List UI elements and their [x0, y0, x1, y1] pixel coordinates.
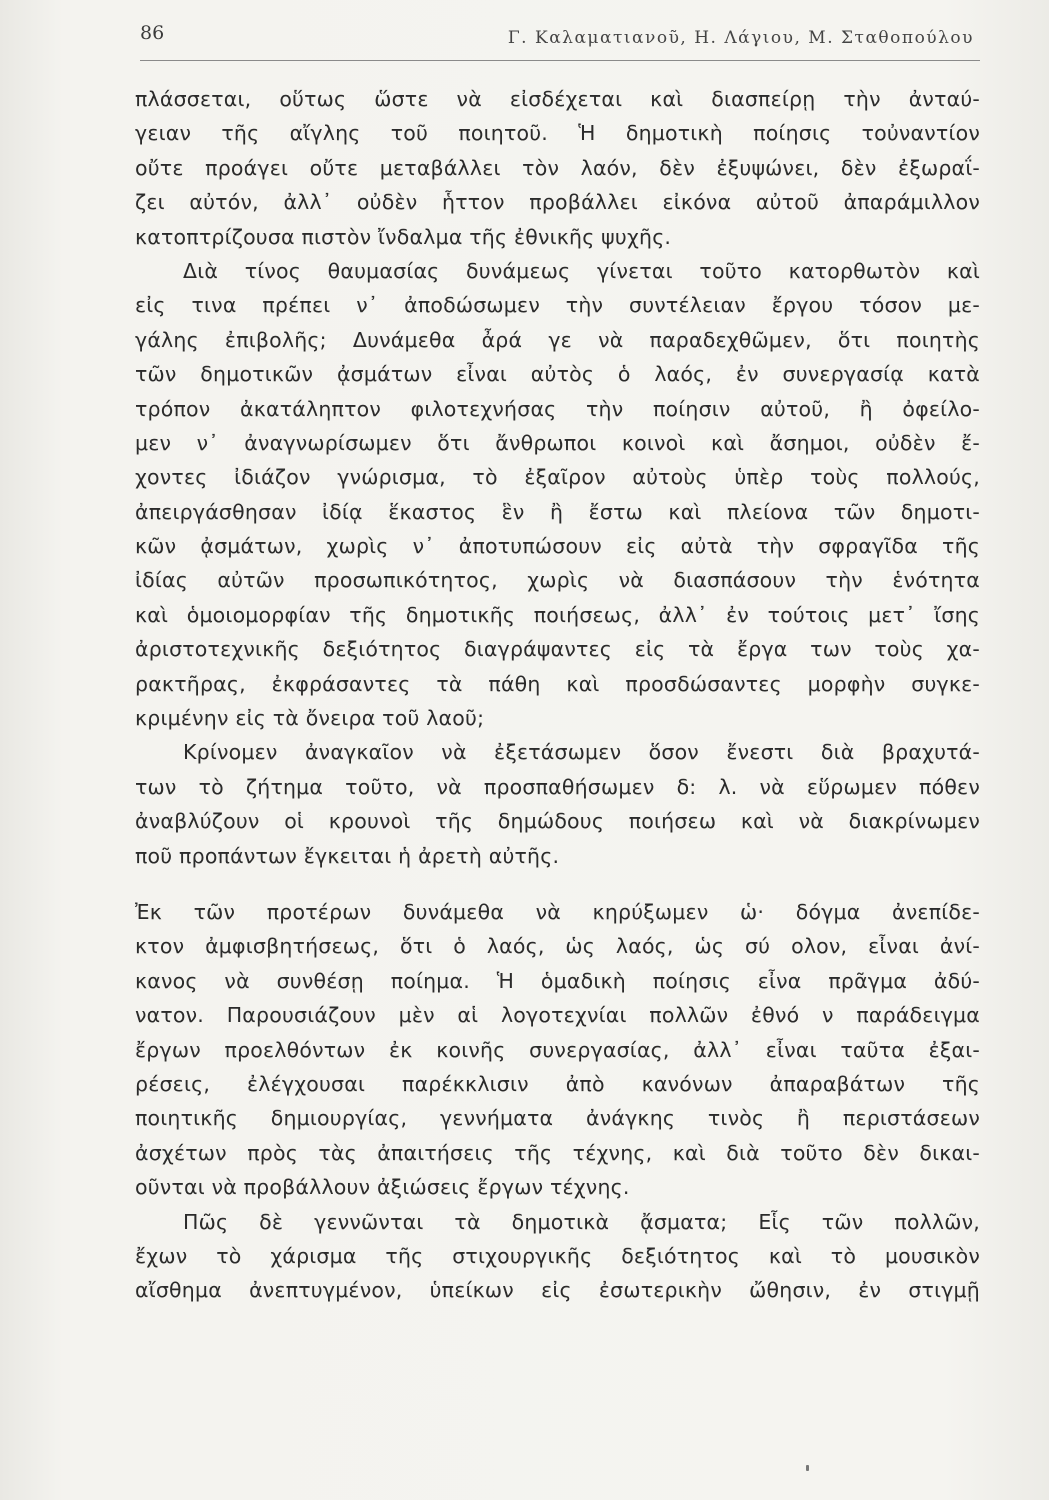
paragraph-first-line: Πῶς δὲ γεννῶνται τὰ δημοτικὰ ᾄσματα; Εἷς τῶν πολλῶν, — [183, 1209, 980, 1234]
margin-mark — [806, 1465, 809, 1471]
text-line: οὔτε προάγει οὔτε μεταβάλλει τὸν λαόν, δὲν ἐξυψώνει, δὲν ἐξωραΐ- — [135, 155, 980, 180]
text-line: των τὸ ζήτημα τοῦτο, νὰ προσπαθήσωμεν δ: λ. νὰ εὕρωμεν πόθεν — [135, 774, 980, 799]
text-line: τρόπον ἀκατάληπτον φιλοτεχνήσας τὴν ποίησιν αὐτοῦ, ἢ ὀφείλο- — [135, 396, 980, 421]
text-line: εἰς τινα πρέπει ν᾽ ἀποδώσωμεν τὴν συντέλειαν ἔργου τόσον με- — [135, 293, 980, 318]
text-line: αἴσθημα ἀνεπτυγμένον, ὑπείκων εἰς ἐσωτερικὴν ὤθησιν, ἐν στιγμῇ — [135, 1278, 980, 1303]
text-line: ἀριστοτεχνικῆς δεξιότητος διαγράψαντες εἰς τὰ ἔργα των τοὺς χα- — [135, 637, 980, 662]
text-line: κανος νὰ συνθέσῃ ποίημα. Ἡ ὁμαδικὴ ποίησις εἶνα πρᾶγμα ἀδύ- — [135, 968, 980, 993]
text-line: γειαν τῆς αἴγλης τοῦ ποιητοῦ. Ἡ δημοτικὴ ποίησις τοὐναντίον — [135, 121, 980, 146]
text-line: κτον ἀμφισβητήσεως, ὅτι ὁ λαός, ὡς λαός, ὡς σύ ολον, εἶναι ἀνί- — [135, 934, 980, 959]
running-head: Γ. Καλαματιανοῦ, Η. Λάγιου, Μ. Σταθοπούλου — [507, 28, 974, 48]
body-text — [135, 82, 980, 1308]
text-line: οῦνται νὰ προβάλλουν ἀξιώσεις ἔργων τέχνης. — [135, 1175, 630, 1200]
text-line: ἔργων προελθόντων ἐκ κοινῆς συνεργασίας, ἀλλ᾽ εἶναι ταῦτα ἐξαι- — [135, 1037, 980, 1062]
text-line: τῶν δημοτικῶν ᾀσμάτων εἶναι αὐτὸς ὁ λαός, ἐν συνεργασίᾳ κατὰ — [135, 362, 980, 387]
text-line: νατον. Παρουσιάζουν μὲν αἱ λογοτεχνίαι πολλῶν ἐθνό ν παράδειγμα — [135, 1003, 980, 1028]
header-rule — [140, 60, 980, 61]
text-line: ἔχων τὸ χάρισμα τῆς στιχουργικῆς δεξιότητος καὶ τὸ μουσικὸν — [135, 1243, 980, 1268]
text-line: ἀπειργάσθησαν ἰδίᾳ ἕκαστος ἓν ἢ ἔστω καὶ πλείονα τῶν δημοτι- — [135, 499, 980, 524]
paragraph-first-line: Κρίνομεν ἀναγκαῖον νὰ ἐξετάσωμεν ὅσον ἔνεστι διὰ βραχυτά- — [183, 740, 980, 765]
text-line: καὶ ὁμοιομορφίαν τῆς δημοτικῆς ποιήσεως, ἀλλ᾽ ἐν τούτοις μετ᾽ ἴσης — [135, 602, 980, 627]
text-line: γάλης ἐπιβολῆς; Δυνάμεθα ἆρά γε νὰ παραδεχθῶμεν, ὅτι ποιητὴς — [135, 327, 980, 352]
text-line: ἀναβλύζουν οἱ κρουνοὶ τῆς δημώδους ποιήσεω καὶ νὰ διακρίνωμεν — [135, 809, 980, 834]
text-line: ποιητικῆς δημιουργίας, γεννήματα ἀνάγκης τινὸς ἢ περιστάσεων — [135, 1106, 980, 1131]
text-line: κριμένην εἰς τὰ ὄνειρα τοῦ λαοῦ; — [135, 706, 485, 731]
text-line: κῶν ᾀσμάτων, χωρὶς ν᾽ ἀποτυπώσουν εἰς αὐτὰ τὴν σφραγῖδα τῆς — [135, 534, 980, 559]
paragraph-first-line: Διὰ τίνος θαυμασίας δυνάμεως γίνεται τοῦτο κατορθωτὸν καὶ — [183, 258, 980, 283]
text-line: χοντες ἰδιάζον γνώρισμα, τὸ ἐξαῖρον αὐτοὺς ὑπὲρ τοὺς πολλούς, — [135, 465, 980, 490]
paragraph-gap — [135, 873, 980, 895]
text-line: κατοπτρίζουσα πιστὸν ἴνδαλμα τῆς ἐθνικῆς ψυχῆς. — [135, 224, 672, 249]
text-line: ἀσχέτων πρὸς τὰς ἀπαιτήσεις τῆς τέχνης, καὶ διὰ τοῦτο δὲν δικαι- — [135, 1140, 980, 1165]
text-line: ρέσεις, ἐλέγχουσαι παρέκκλισιν ἀπὸ κανόνων ἀπαραβάτων τῆς — [135, 1071, 980, 1096]
text-line: ρακτῆρας, ἐκφράσαντες τὰ πάθη καὶ προσδώσαντες μορφὴν συγκε- — [135, 671, 980, 696]
paragraph-first-line: Ἐκ τῶν προτέρων δυνάμεθα νὰ κηρύξωμεν ὡ· δόγμα ἀνεπίδε- — [135, 899, 980, 924]
text-line: ποῦ προπάντων ἔγκειται ἡ ἀρετὴ αὐτῆς. — [135, 843, 560, 868]
text-line: ἰδίας αὐτῶν προσωπικότητος, χωρὶς νὰ διασπάσουν τὴν ἑνότητα — [135, 568, 980, 593]
text-line: πλάσσεται, οὕτως ὥστε νὰ εἰσδέχεται καὶ διασπείρῃ τὴν ἀνταύ- — [135, 87, 980, 111]
text-line: ζει αὐτόν, ἀλλ᾽ οὐδὲν ἧττον προβάλλει εἰκόνα αὐτοῦ ἀπαράμιλλον — [135, 190, 980, 215]
page-number: 86 — [140, 22, 165, 44]
page-header — [140, 22, 980, 56]
text-line: μεν ν᾽ ἀναγνωρίσωμεν ὅτι ἄνθρωποι κοινοὶ καὶ ἄσημοι, οὐδὲν ἔ- — [135, 430, 980, 455]
